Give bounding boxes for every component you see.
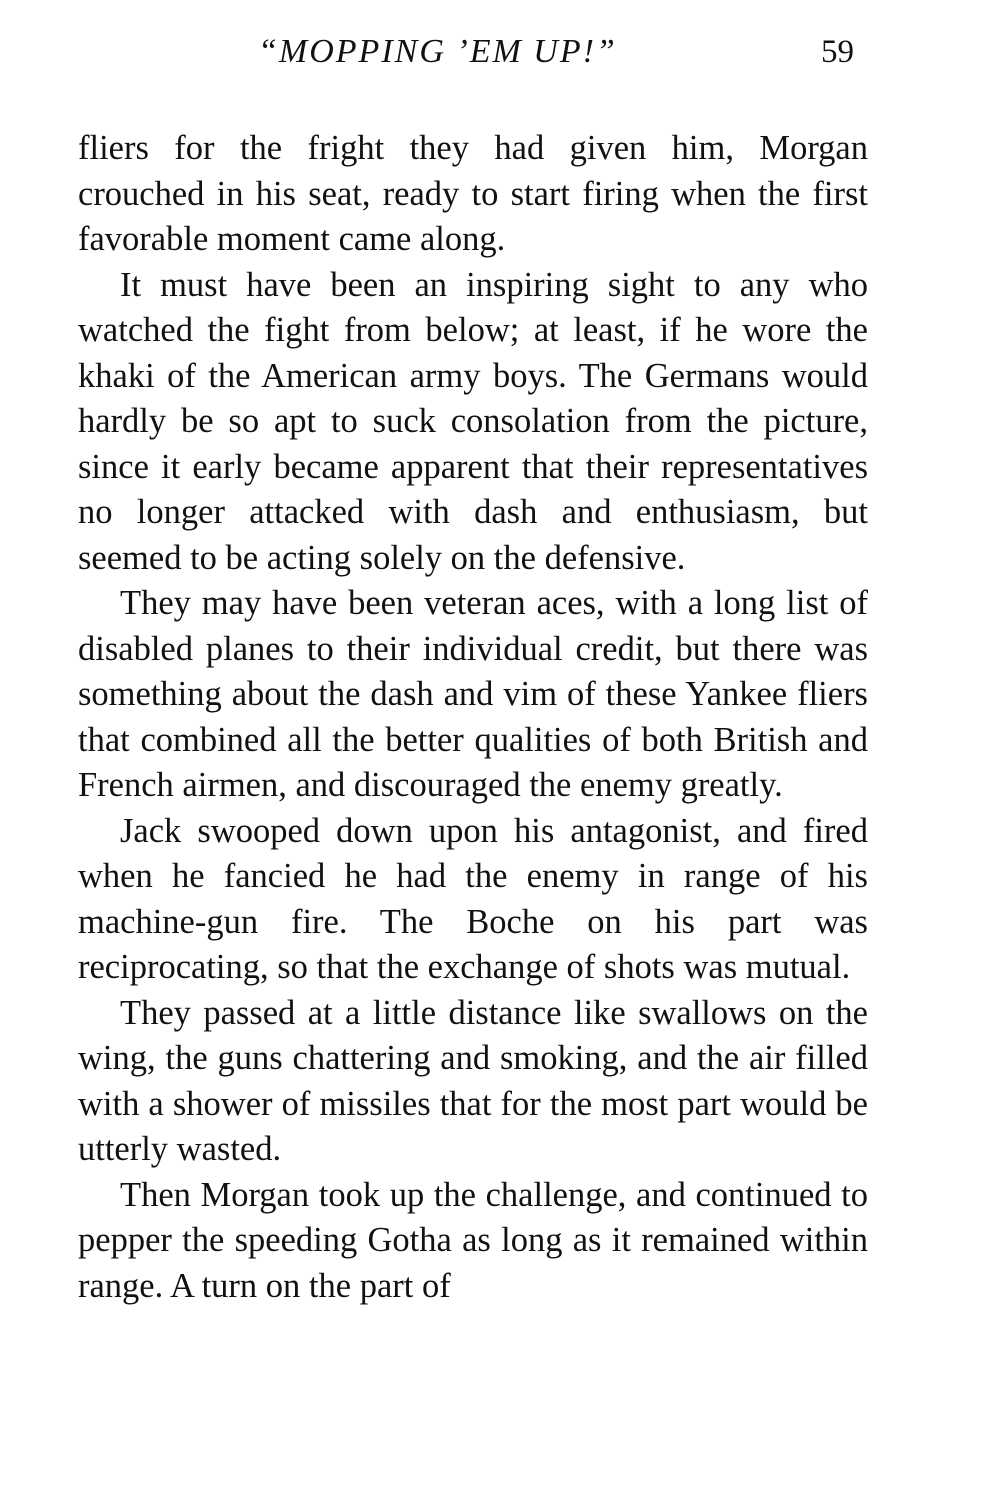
paragraph: They may have been veteran aces, with a long list of disabled planes to their individual credit, but there was something about the dash and vim of these Yankee fliers that combined all the better qualities of both British and French airmen, and discouraged the enemy greatly. bbox=[78, 584, 868, 804]
running-head bbox=[78, 30, 868, 74]
paragraph: It must have been an inspiring sight to any who watched the fight from below; at least, if he wore the khaki of the American army boys. The Germans would hardly be so apt to suck consolation from the picture, since it early became apparent that their representatives no longer attacked with dash and enthusiasm, but seemed to be acting solely on the defensive. bbox=[78, 265, 868, 577]
paragraph: Jack swooped down upon his antagonist, and fired when he fancied he had the enemy in range of his machine-gun fire. The Boche on his part was reciprocating, so that the exchange of shots was mutual. bbox=[78, 811, 868, 986]
paragraph: fliers for the fright they had given him, Morgan crouched in his seat, ready to start firing when the first favorable moment came along. bbox=[78, 129, 868, 258]
page-number: 59 bbox=[821, 34, 854, 70]
paragraph: They passed at a little distance like swallows on the wing, the guns chattering and smoking, and the air filled with a shower of missiles that for the most part would be utterly wasted. bbox=[78, 993, 868, 1168]
paragraph: Then Morgan took up the challenge, and continued to pepper the speeding Gotha as long as it remained within range. A turn on the part of bbox=[78, 1175, 868, 1305]
running-title: “MOPPING ’EM UP!” bbox=[258, 33, 617, 70]
body-text bbox=[78, 126, 868, 1309]
